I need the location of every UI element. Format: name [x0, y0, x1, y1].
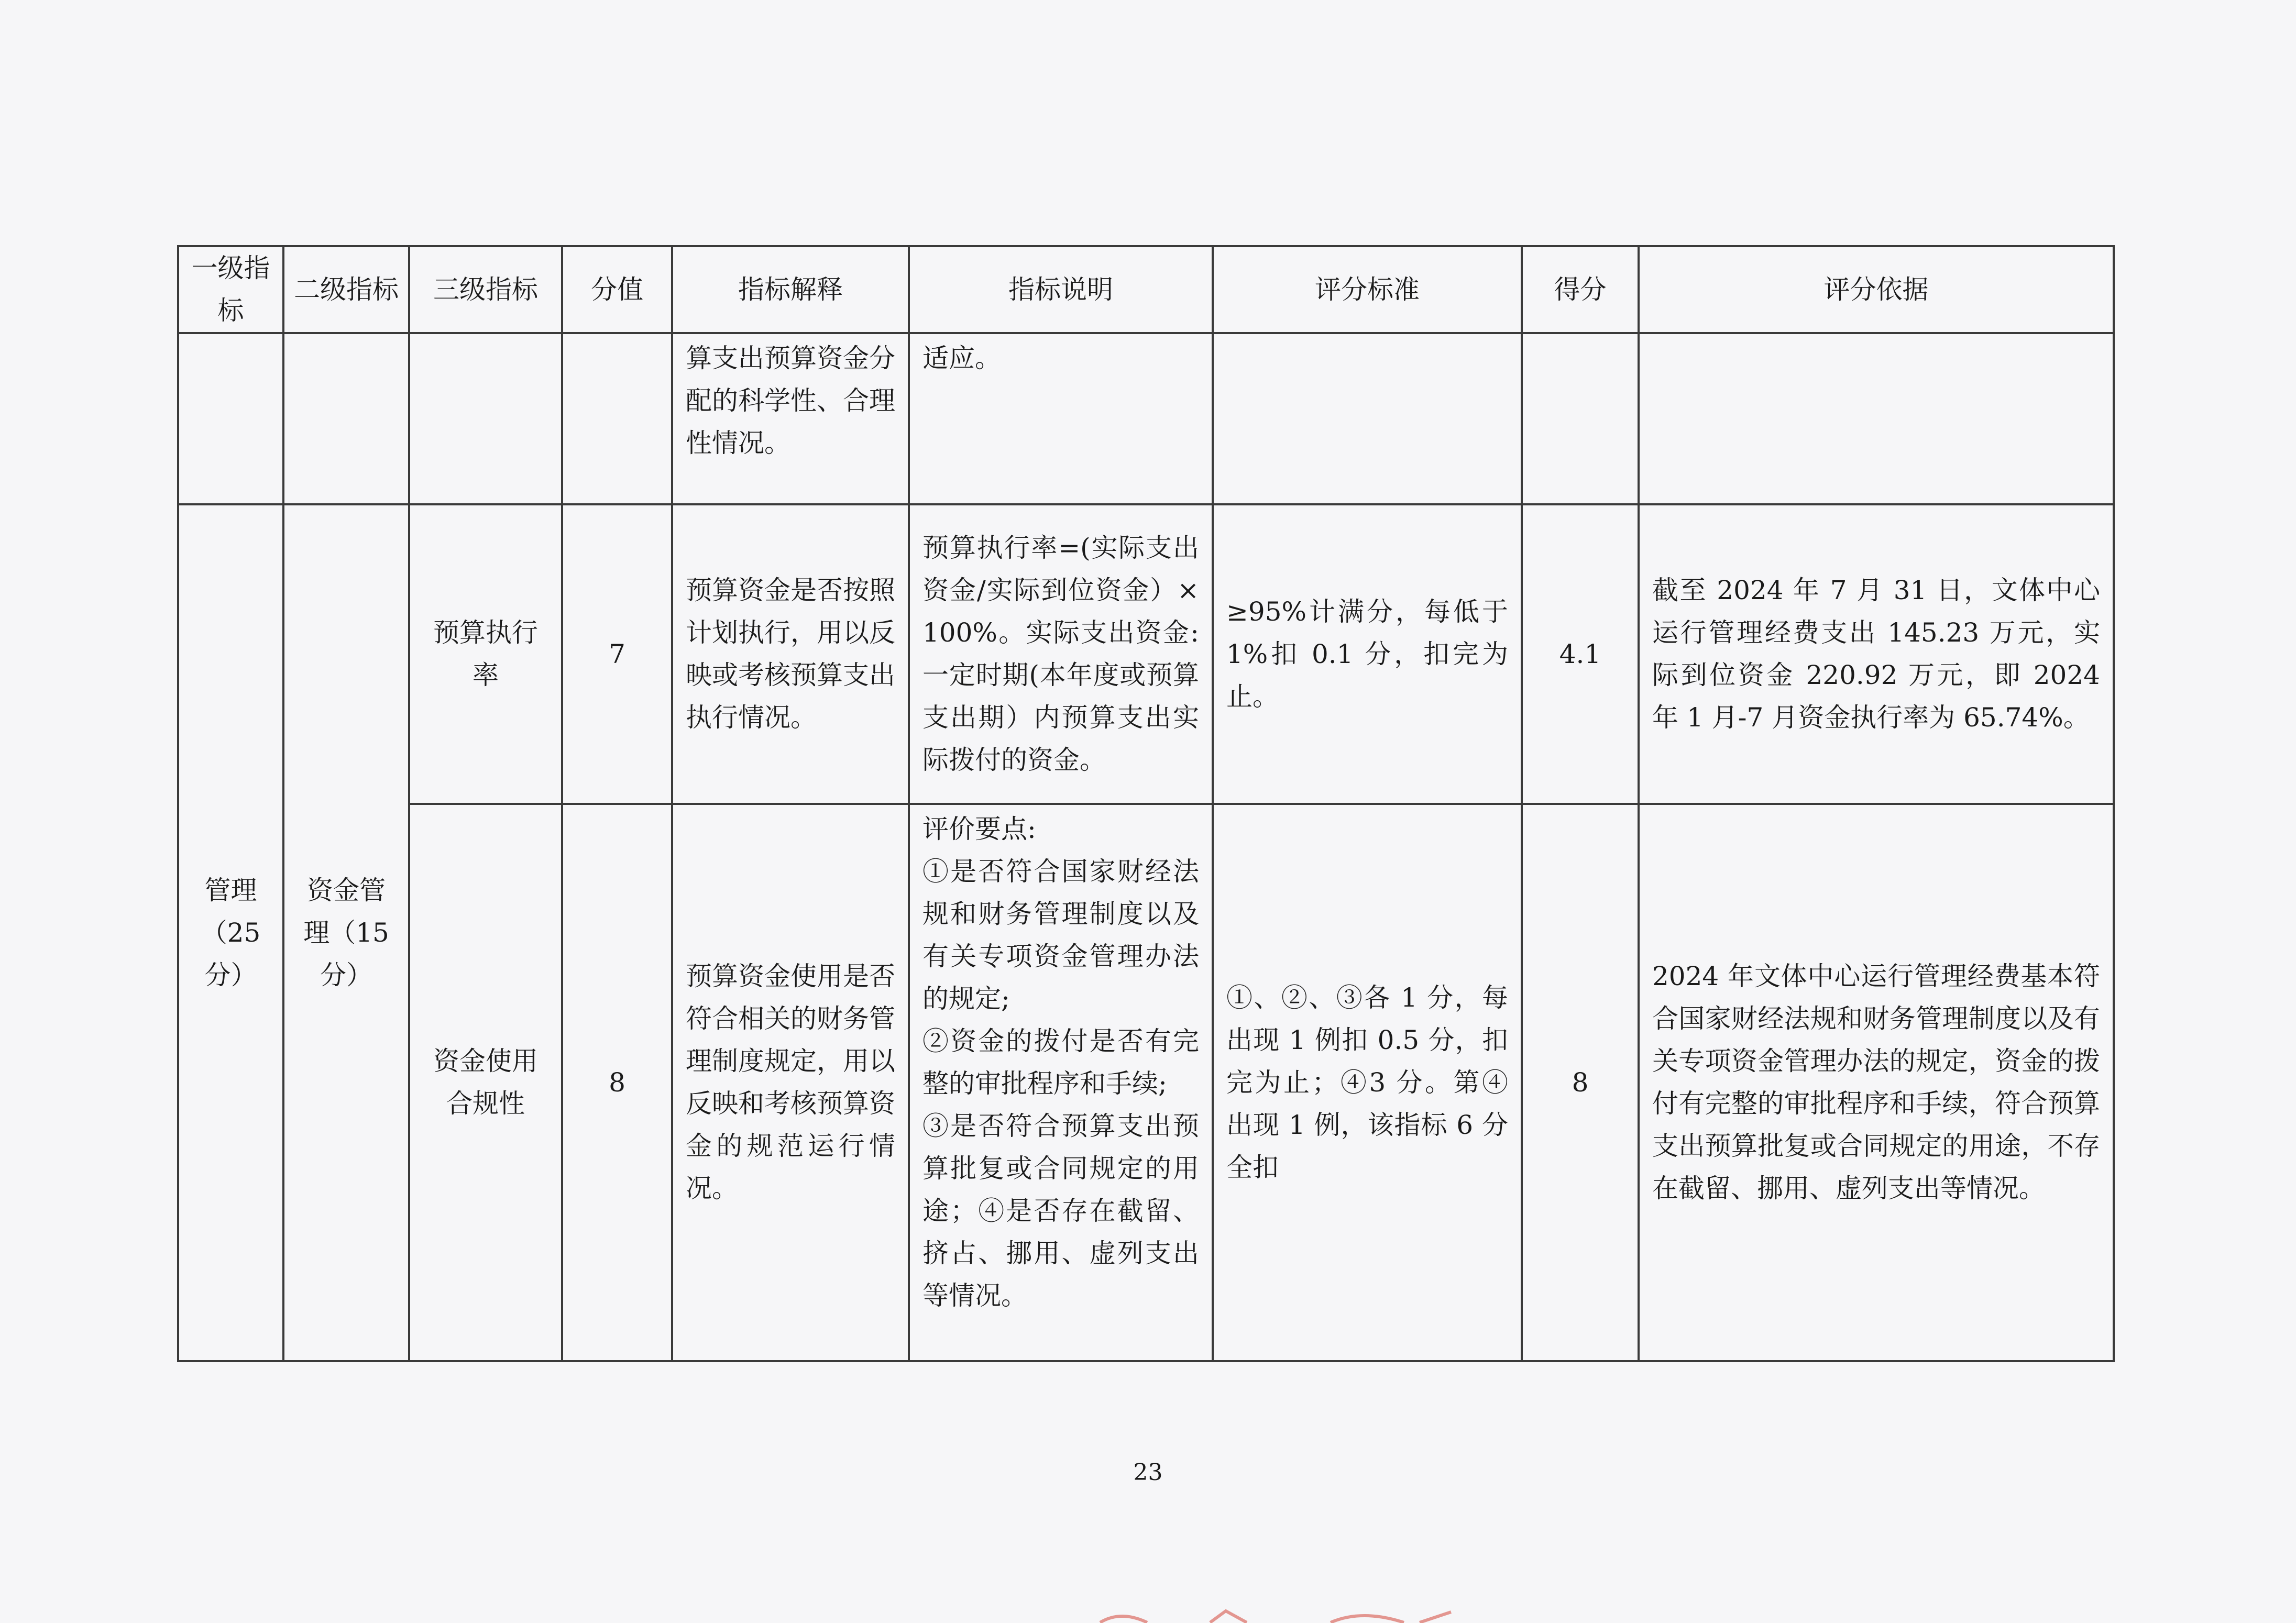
description-line: ②资金的拨付是否有完整的审批程序和手续; — [922, 1026, 1199, 1099]
table-header-row — [178, 246, 2114, 333]
cell-description — [909, 804, 1213, 1361]
header-level2: 二级指标 — [283, 246, 409, 333]
description-line: ①是否符合国家财经法规和财务管理制度以及有关专项资金管理办法的规定; — [922, 856, 1199, 1014]
cell-level1: 管理（25分） — [178, 504, 283, 1361]
header-level1: 一级指标 — [178, 246, 283, 333]
header-criteria: 评分标准 — [1213, 246, 1522, 333]
table-row-execution-rate — [178, 504, 2114, 804]
header-explanation: 指标解释 — [672, 246, 909, 333]
cell-score: 8 — [1522, 804, 1639, 1361]
header-score: 得分 — [1522, 246, 1639, 333]
table-row-compliance — [178, 804, 2114, 1361]
header-level3: 三级指标 — [409, 246, 562, 333]
cell-score-value: 7 — [562, 504, 672, 804]
evaluation-table — [177, 245, 2115, 1362]
header-description: 指标说明 — [909, 246, 1213, 333]
cell-level2: 资金管理（15分） — [283, 504, 409, 1361]
cell-empty — [1639, 333, 2114, 504]
cell-empty — [409, 333, 562, 504]
description-line: ③是否符合预算支出预算批复或合同规定的用途；④是否存在截留、挤占、挪用、虚列支出等情况。 — [922, 1111, 1199, 1311]
cell-explanation: 预算资金是否按照计划执行，用以反映或考核预算支出执行情况。 — [672, 504, 909, 804]
cell-explanation: 预算资金使用是否符合相关的财务管理制度规定，用以反映和考核预算资金的规范运行情况。 — [672, 804, 909, 1361]
header-basis: 评分依据 — [1639, 246, 2114, 333]
cell-level3: 预算执行率 — [409, 504, 562, 804]
description-line: 评价要点: — [922, 814, 1036, 844]
header-score-value: 分值 — [562, 246, 672, 333]
cell-basis: 截至 2024 年 7 月 31 日，文体中心运行管理经费支出 145.23 万元，实际到位资金 220.92 万元，即 2024 年 1 月-7 月资金执行率为 65.74%。 — [1639, 504, 2114, 804]
cell-description: 预算执行率=(实际支出资金/实际到位资金）×100%。实际支出资金: 一定时期(本年度或预算支出期）内预算支出实际拨付的资金。 — [909, 504, 1213, 804]
page-number: 23 — [1133, 1459, 1163, 1486]
cell-empty — [1213, 333, 1522, 504]
cell-explanation: 算支出预算资金分配的科学性、合理性情况。 — [672, 333, 909, 504]
cell-description: 适应。 — [909, 333, 1213, 504]
cell-score-value: 8 — [562, 804, 672, 1361]
cell-empty — [562, 333, 672, 504]
cell-empty — [283, 333, 409, 504]
cell-basis: 2024 年文体中心运行管理经费基本符合国家财经法规和财务管理制度以及有关专项资金管理办法的规定，资金的拨付有完整的审批程序和手续，符合预算支出预算批复或合同规定的用途，不存在截留、挪用、虚列支出等情况。 — [1639, 804, 2114, 1361]
cell-empty — [178, 333, 283, 504]
cell-criteria: ≥95%计满分，每低于1%扣 0.1 分，扣完为止。 — [1213, 504, 1522, 804]
cell-level3: 资金使用合规性 — [409, 804, 562, 1361]
cell-criteria: ①、②、③各 1 分，每出现 1 例扣 0.5 分，扣完为止；④3 分。第④出现 1 例，该指标 6 分全扣 — [1213, 804, 1522, 1361]
cell-empty — [1522, 333, 1639, 504]
table-row-continued — [178, 333, 2114, 504]
seal-stamp-fragment — [1090, 1608, 1467, 1623]
cell-score: 4.1 — [1522, 504, 1639, 804]
